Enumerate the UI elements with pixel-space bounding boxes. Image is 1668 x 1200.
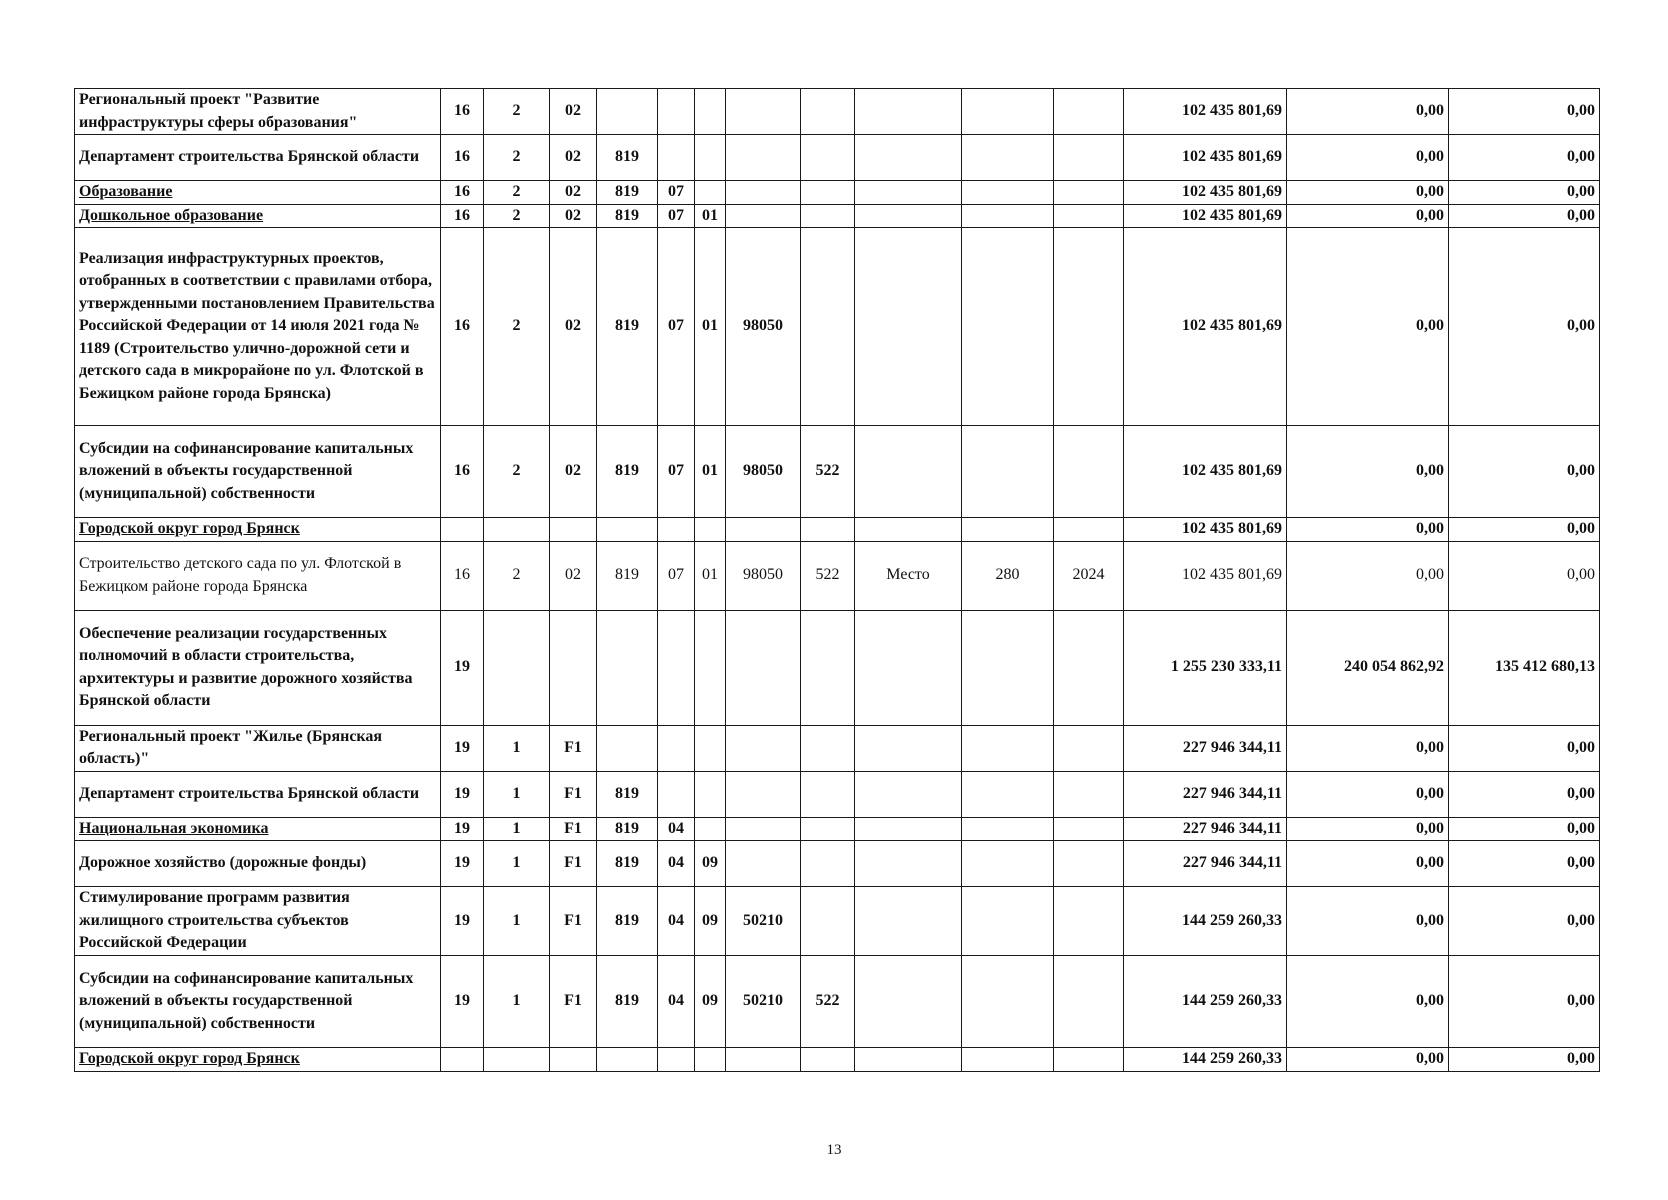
amount-cell-v1: 102 435 801,69 [1124, 89, 1287, 135]
code-cell-c5: 07 [658, 228, 695, 426]
code-cell-c6: 01 [695, 228, 726, 426]
code-cell-c2: 2 [484, 89, 550, 135]
code-cell-c10 [962, 228, 1054, 426]
amount-cell-v1: 227 946 344,11 [1124, 841, 1287, 887]
code-cell-c9 [855, 956, 962, 1048]
code-cell-c11 [1054, 610, 1124, 725]
code-cell-c9 [855, 518, 962, 542]
code-cell-c6: 01 [695, 204, 726, 228]
code-cell-c11 [1054, 426, 1124, 518]
code-cell-c8 [801, 887, 855, 956]
code-cell-c4: 819 [597, 426, 658, 518]
amount-cell-v1: 1 255 230 333,11 [1124, 610, 1287, 725]
code-cell-c8 [801, 204, 855, 228]
code-cell-c8: 522 [801, 426, 855, 518]
code-cell-c5: 04 [658, 956, 695, 1048]
code-cell-c5: 04 [658, 887, 695, 956]
code-cell-c2: 2 [484, 426, 550, 518]
amount-cell-v2: 0,00 [1287, 89, 1449, 135]
code-cell-c8 [801, 771, 855, 817]
code-cell-c4: 819 [597, 228, 658, 426]
table-row [75, 181, 1600, 205]
code-cell-c6 [695, 610, 726, 725]
code-cell-c6 [695, 817, 726, 841]
code-cell-c5: 07 [658, 204, 695, 228]
code-cell-c4 [597, 518, 658, 542]
code-cell-c9 [855, 89, 962, 135]
amount-cell-v3: 0,00 [1449, 426, 1600, 518]
code-cell-c7: 50210 [726, 956, 801, 1048]
table-body [75, 89, 1600, 1072]
code-cell-c7: 98050 [726, 228, 801, 426]
row-name-cell: Образование [75, 181, 441, 205]
amount-cell-v3: 0,00 [1449, 228, 1600, 426]
code-cell-c11 [1054, 725, 1124, 771]
code-cell-c5 [658, 1048, 695, 1072]
code-cell-c6 [695, 181, 726, 205]
code-cell-c1 [441, 1048, 484, 1072]
amount-cell-v2: 0,00 [1287, 426, 1449, 518]
code-cell-c6 [695, 771, 726, 817]
code-cell-c3: F1 [550, 725, 597, 771]
code-cell-c9 [855, 771, 962, 817]
code-cell-c4: 819 [597, 887, 658, 956]
table-row [75, 135, 1600, 181]
code-cell-c11 [1054, 956, 1124, 1048]
code-cell-c1: 19 [441, 771, 484, 817]
table-row [75, 956, 1600, 1048]
code-cell-c9 [855, 887, 962, 956]
code-cell-c3: 02 [550, 541, 597, 610]
code-cell-c2 [484, 610, 550, 725]
code-cell-c11 [1054, 887, 1124, 956]
code-cell-c6: 09 [695, 887, 726, 956]
code-cell-c9 [855, 1048, 962, 1072]
amount-cell-v2: 0,00 [1287, 541, 1449, 610]
code-cell-c7: 98050 [726, 426, 801, 518]
budget-table [74, 88, 1600, 1072]
amount-cell-v1: 144 259 260,33 [1124, 887, 1287, 956]
amount-cell-v3: 0,00 [1449, 841, 1600, 887]
code-cell-c5 [658, 725, 695, 771]
table-row [75, 817, 1600, 841]
amount-cell-v1: 102 435 801,69 [1124, 135, 1287, 181]
amount-cell-v1: 102 435 801,69 [1124, 541, 1287, 610]
code-cell-c8 [801, 135, 855, 181]
amount-cell-v1: 227 946 344,11 [1124, 725, 1287, 771]
code-cell-c5: 07 [658, 426, 695, 518]
code-cell-c2: 1 [484, 725, 550, 771]
row-name-cell: Реализация инфраструктурных проектов, отобранных в соответствии с правилами отбора, утвержденными постановлением Правительства Российской Федерации от 14 июля 2021 года № 1189 (Строительство улично-дорожной сети и детского сада в микрорайоне по ул. Флотской в Бежицком районе города Брянска) [75, 228, 441, 426]
code-cell-c4: 819 [597, 204, 658, 228]
code-cell-c11 [1054, 135, 1124, 181]
amount-cell-v2: 0,00 [1287, 135, 1449, 181]
code-cell-c8 [801, 725, 855, 771]
code-cell-c2: 2 [484, 181, 550, 205]
row-name-cell: Дошкольное образование [75, 204, 441, 228]
code-cell-c10 [962, 841, 1054, 887]
code-cell-c6: 01 [695, 541, 726, 610]
code-cell-c11 [1054, 771, 1124, 817]
amount-cell-v1: 102 435 801,69 [1124, 518, 1287, 542]
code-cell-c8 [801, 89, 855, 135]
code-cell-c7 [726, 725, 801, 771]
code-cell-c6 [695, 518, 726, 542]
code-cell-c10 [962, 204, 1054, 228]
code-cell-c2: 2 [484, 135, 550, 181]
code-cell-c5: 07 [658, 181, 695, 205]
amount-cell-v2: 0,00 [1287, 956, 1449, 1048]
code-cell-c11 [1054, 817, 1124, 841]
code-cell-c1: 19 [441, 817, 484, 841]
code-cell-c3: 02 [550, 135, 597, 181]
amount-cell-v2: 0,00 [1287, 887, 1449, 956]
table-row [75, 541, 1600, 610]
amount-cell-v2: 0,00 [1287, 841, 1449, 887]
code-cell-c3: F1 [550, 817, 597, 841]
code-cell-c8 [801, 1048, 855, 1072]
code-cell-c9 [855, 725, 962, 771]
table-row [75, 887, 1600, 956]
code-cell-c9 [855, 204, 962, 228]
code-cell-c2: 2 [484, 541, 550, 610]
code-cell-c1: 16 [441, 135, 484, 181]
amount-cell-v1: 102 435 801,69 [1124, 228, 1287, 426]
code-cell-c1: 19 [441, 887, 484, 956]
code-cell-c7 [726, 89, 801, 135]
table-row [75, 204, 1600, 228]
amount-cell-v3: 0,00 [1449, 181, 1600, 205]
code-cell-c5: 04 [658, 817, 695, 841]
code-cell-c6 [695, 1048, 726, 1072]
amount-cell-v2: 0,00 [1287, 1048, 1449, 1072]
code-cell-c4: 819 [597, 135, 658, 181]
row-name-cell: Департамент строительства Брянской области [75, 771, 441, 817]
code-cell-c4 [597, 610, 658, 725]
code-cell-c11 [1054, 181, 1124, 205]
code-cell-c10 [962, 817, 1054, 841]
amount-cell-v1: 144 259 260,33 [1124, 1048, 1287, 1072]
code-cell-c6 [695, 135, 726, 181]
code-cell-c2: 2 [484, 228, 550, 426]
code-cell-c4 [597, 1048, 658, 1072]
code-cell-c8: 522 [801, 541, 855, 610]
code-cell-c4: 819 [597, 841, 658, 887]
code-cell-c10 [962, 135, 1054, 181]
code-cell-c11 [1054, 204, 1124, 228]
amount-cell-v3: 0,00 [1449, 887, 1600, 956]
code-cell-c9 [855, 841, 962, 887]
amount-cell-v2: 0,00 [1287, 181, 1449, 205]
code-cell-c8: 522 [801, 956, 855, 1048]
code-cell-c10: 280 [962, 541, 1054, 610]
code-cell-c10 [962, 181, 1054, 205]
code-cell-c11 [1054, 841, 1124, 887]
code-cell-c2 [484, 518, 550, 542]
code-cell-c4: 819 [597, 771, 658, 817]
table-row [75, 771, 1600, 817]
row-name-cell: Дорожное хозяйство (дорожные фонды) [75, 841, 441, 887]
code-cell-c2: 1 [484, 817, 550, 841]
code-cell-c8 [801, 518, 855, 542]
code-cell-c1: 19 [441, 725, 484, 771]
code-cell-c3: 02 [550, 89, 597, 135]
code-cell-c1: 16 [441, 228, 484, 426]
code-cell-c1: 16 [441, 541, 484, 610]
page-number: 13 [826, 1142, 842, 1158]
code-cell-c5 [658, 518, 695, 542]
code-cell-c3: F1 [550, 841, 597, 887]
code-cell-c10 [962, 89, 1054, 135]
amount-cell-v3: 0,00 [1449, 725, 1600, 771]
code-cell-c5: 04 [658, 841, 695, 887]
code-cell-c7 [726, 518, 801, 542]
amount-cell-v2: 0,00 [1287, 204, 1449, 228]
row-name-cell: Департамент строительства Брянской области [75, 135, 441, 181]
code-cell-c3: F1 [550, 771, 597, 817]
code-cell-c2: 1 [484, 956, 550, 1048]
code-cell-c3 [550, 1048, 597, 1072]
table-row [75, 610, 1600, 725]
amount-cell-v3: 0,00 [1449, 89, 1600, 135]
table-row [75, 228, 1600, 426]
table-row [75, 89, 1600, 135]
code-cell-c5: 07 [658, 541, 695, 610]
code-cell-c7: 98050 [726, 541, 801, 610]
code-cell-c5 [658, 135, 695, 181]
amount-cell-v3: 0,00 [1449, 1048, 1600, 1072]
code-cell-c10 [962, 610, 1054, 725]
code-cell-c10 [962, 887, 1054, 956]
table-row [75, 518, 1600, 542]
code-cell-c1: 19 [441, 956, 484, 1048]
amount-cell-v2: 0,00 [1287, 817, 1449, 841]
amount-cell-v3: 0,00 [1449, 135, 1600, 181]
code-cell-c1: 16 [441, 181, 484, 205]
row-name-cell: Региональный проект "Развитие инфраструктуры сферы образования" [75, 89, 441, 135]
amount-cell-v1: 227 946 344,11 [1124, 817, 1287, 841]
amount-cell-v3: 135 412 680,13 [1449, 610, 1600, 725]
code-cell-c4 [597, 725, 658, 771]
row-name-cell: Городской округ город Брянск [75, 1048, 441, 1072]
code-cell-c3 [550, 610, 597, 725]
code-cell-c7 [726, 610, 801, 725]
code-cell-c8 [801, 817, 855, 841]
code-cell-c3: 02 [550, 228, 597, 426]
row-name-cell: Национальная экономика [75, 817, 441, 841]
code-cell-c2: 2 [484, 204, 550, 228]
table-row [75, 725, 1600, 771]
code-cell-c2: 1 [484, 841, 550, 887]
code-cell-c10 [962, 771, 1054, 817]
table-row [75, 841, 1600, 887]
amount-cell-v2: 0,00 [1287, 228, 1449, 426]
amount-cell-v2: 0,00 [1287, 518, 1449, 542]
code-cell-c4 [597, 89, 658, 135]
code-cell-c9 [855, 135, 962, 181]
row-name-cell: Субсидии на софинансирование капитальных вложений в объекты государственной (муниципальной) собственности [75, 956, 441, 1048]
code-cell-c10 [962, 426, 1054, 518]
amount-cell-v1: 102 435 801,69 [1124, 426, 1287, 518]
code-cell-c7 [726, 817, 801, 841]
code-cell-c10 [962, 518, 1054, 542]
code-cell-c1 [441, 518, 484, 542]
code-cell-c8 [801, 841, 855, 887]
code-cell-c7 [726, 1048, 801, 1072]
code-cell-c5 [658, 771, 695, 817]
code-cell-c3: F1 [550, 887, 597, 956]
amount-cell-v2: 240 054 862,92 [1287, 610, 1449, 725]
code-cell-c8 [801, 610, 855, 725]
table-row [75, 426, 1600, 518]
amount-cell-v2: 0,00 [1287, 771, 1449, 817]
code-cell-c8 [801, 228, 855, 426]
amount-cell-v1: 144 259 260,33 [1124, 956, 1287, 1048]
code-cell-c2 [484, 1048, 550, 1072]
code-cell-c7 [726, 204, 801, 228]
amount-cell-v1: 102 435 801,69 [1124, 181, 1287, 205]
code-cell-c9 [855, 426, 962, 518]
code-cell-c11 [1054, 1048, 1124, 1072]
code-cell-c1: 16 [441, 204, 484, 228]
code-cell-c1: 19 [441, 610, 484, 725]
code-cell-c1: 16 [441, 426, 484, 518]
row-name-cell: Городской округ город Брянск [75, 518, 441, 542]
code-cell-c11 [1054, 228, 1124, 426]
code-cell-c8 [801, 181, 855, 205]
code-cell-c10 [962, 956, 1054, 1048]
amount-cell-v2: 0,00 [1287, 725, 1449, 771]
row-name-cell: Обеспечение реализации государственных полномочий в области строительства, архитектуры и развитие дорожного хозяйства Брянской области [75, 610, 441, 725]
code-cell-c9 [855, 610, 962, 725]
code-cell-c4: 819 [597, 817, 658, 841]
amount-cell-v3: 0,00 [1449, 518, 1600, 542]
code-cell-c7 [726, 841, 801, 887]
table-row [75, 1048, 1600, 1072]
code-cell-c4: 819 [597, 181, 658, 205]
code-cell-c3: 02 [550, 426, 597, 518]
code-cell-c11 [1054, 518, 1124, 542]
row-name-cell: Стимулирование программ развития жилищного строительства субъектов Российской Федерации [75, 887, 441, 956]
code-cell-c11 [1054, 89, 1124, 135]
code-cell-c3: F1 [550, 956, 597, 1048]
code-cell-c3: 02 [550, 181, 597, 205]
code-cell-c10 [962, 1048, 1054, 1072]
amount-cell-v1: 102 435 801,69 [1124, 204, 1287, 228]
code-cell-c2: 1 [484, 887, 550, 956]
code-cell-c1: 16 [441, 89, 484, 135]
code-cell-c11: 2024 [1054, 541, 1124, 610]
code-cell-c1: 19 [441, 841, 484, 887]
row-name-cell: Региональный проект "Жилье (Брянская область)" [75, 725, 441, 771]
code-cell-c6: 01 [695, 426, 726, 518]
code-cell-c6: 09 [695, 841, 726, 887]
code-cell-c2: 1 [484, 771, 550, 817]
code-cell-c7: 50210 [726, 887, 801, 956]
code-cell-c9 [855, 181, 962, 205]
code-cell-c7 [726, 135, 801, 181]
code-cell-c5 [658, 610, 695, 725]
code-cell-c9 [855, 817, 962, 841]
code-cell-c4: 819 [597, 541, 658, 610]
amount-cell-v3: 0,00 [1449, 956, 1600, 1048]
code-cell-c10 [962, 725, 1054, 771]
code-cell-c7 [726, 771, 801, 817]
document-page [74, 88, 1600, 1072]
amount-cell-v3: 0,00 [1449, 541, 1600, 610]
code-cell-c5 [658, 89, 695, 135]
code-cell-c7 [726, 181, 801, 205]
amount-cell-v1: 227 946 344,11 [1124, 771, 1287, 817]
row-name-cell: Строительство детского сада по ул. Флотской в Бежицком районе города Брянска [75, 541, 441, 610]
code-cell-c9: Место [855, 541, 962, 610]
code-cell-c4: 819 [597, 956, 658, 1048]
code-cell-c6 [695, 89, 726, 135]
code-cell-c6: 09 [695, 956, 726, 1048]
code-cell-c9 [855, 228, 962, 426]
amount-cell-v3: 0,00 [1449, 817, 1600, 841]
amount-cell-v3: 0,00 [1449, 771, 1600, 817]
code-cell-c6 [695, 725, 726, 771]
code-cell-c3 [550, 518, 597, 542]
code-cell-c3: 02 [550, 204, 597, 228]
amount-cell-v3: 0,00 [1449, 204, 1600, 228]
row-name-cell: Субсидии на софинансирование капитальных вложений в объекты государственной (муниципальной) собственности [75, 426, 441, 518]
